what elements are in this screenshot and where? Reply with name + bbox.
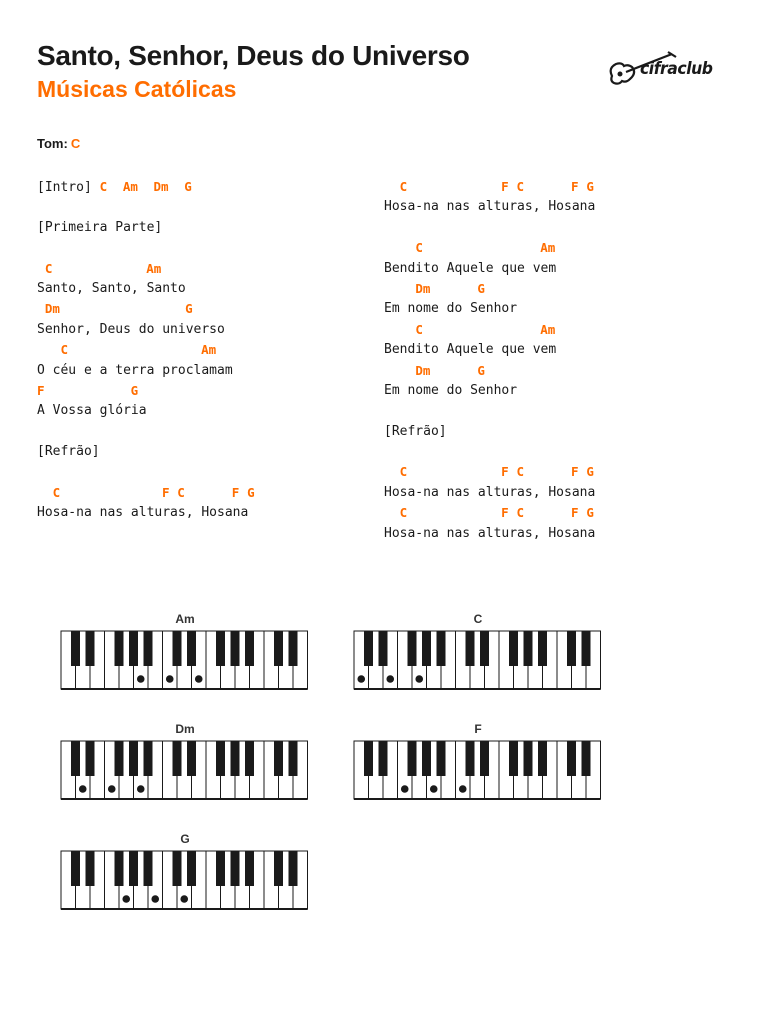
chord-symbol[interactable]: F <box>231 484 240 500</box>
black-key <box>408 631 417 666</box>
pressed-key-dot <box>122 895 130 903</box>
chord-symbol[interactable]: C <box>516 179 524 194</box>
black-key <box>245 741 254 776</box>
black-key <box>524 741 533 776</box>
black-key <box>480 741 489 776</box>
chord-symbol[interactable]: Am <box>146 260 162 276</box>
chord-diagram-dm <box>60 722 310 812</box>
black-key <box>245 851 254 886</box>
black-key <box>509 631 518 666</box>
black-key <box>408 741 417 776</box>
chord-symbol[interactable]: C <box>415 240 423 256</box>
chord-symbol[interactable]: G <box>477 280 485 296</box>
chord-diagram-g <box>60 832 310 922</box>
chord-line <box>384 320 595 340</box>
chord-symbol[interactable]: C <box>516 505 524 521</box>
pressed-key-dot <box>430 785 438 793</box>
chord-diagram-name: C <box>473 612 483 626</box>
black-key <box>173 741 182 776</box>
chord-symbol[interactable]: C <box>399 179 408 194</box>
lyric-line: Em nome do Senhor <box>384 382 518 398</box>
lyric-line: Hosa-na nas alturas, Hosana <box>384 525 596 541</box>
black-key <box>173 631 182 666</box>
chord-line <box>384 503 595 523</box>
chord-diagram-name: F <box>474 722 482 736</box>
lyrics-column-right <box>384 177 595 544</box>
keyboard-base <box>354 688 601 690</box>
piano-keyboard <box>60 626 310 690</box>
blank-line <box>384 218 595 238</box>
black-key <box>86 851 95 886</box>
chord-symbol[interactable]: F <box>501 505 509 521</box>
chord-symbol[interactable]: F <box>570 179 579 194</box>
chord-symbol[interactable]: G <box>185 301 193 317</box>
black-key <box>71 851 80 886</box>
chord-symbol[interactable]: G <box>247 484 255 500</box>
chord-symbol[interactable]: F <box>570 464 579 480</box>
section-label: [Intro] C Am Dm G <box>37 179 192 195</box>
song-title: Santo, Senhor, Deus do Universo <box>37 40 470 71</box>
chord-symbol[interactable]: G <box>586 464 594 480</box>
black-key <box>379 631 388 666</box>
cifraclub-logo[interactable] <box>606 48 724 92</box>
chord-line <box>384 279 595 299</box>
chord-line <box>384 238 595 258</box>
pressed-key-dot <box>459 785 467 793</box>
black-key <box>422 741 431 776</box>
chord-symbol[interactable]: C <box>99 179 108 194</box>
black-key <box>173 851 182 886</box>
keyboard-base <box>61 908 308 910</box>
chord-line <box>384 462 595 482</box>
chord-symbol[interactable]: Am <box>122 179 138 194</box>
pressed-key-dot <box>180 895 188 903</box>
black-key <box>364 631 373 666</box>
black-key <box>86 631 95 666</box>
chord-diagram-name: Dm <box>175 722 195 736</box>
black-key <box>466 741 475 776</box>
black-key <box>129 851 138 886</box>
black-key <box>216 741 225 776</box>
piano-keyboard <box>60 846 310 910</box>
black-key <box>231 851 240 886</box>
pressed-key-dot <box>166 675 174 683</box>
black-key <box>231 741 240 776</box>
chord-symbol[interactable]: C <box>52 484 61 500</box>
black-key <box>86 741 95 776</box>
black-key <box>524 631 533 666</box>
lyrics-column-left <box>37 177 255 524</box>
chord-symbol[interactable]: F <box>37 382 45 398</box>
blank-line <box>37 462 255 482</box>
pressed-key-dot <box>79 785 87 793</box>
chord-symbol[interactable]: Am <box>540 321 556 337</box>
black-key <box>466 631 475 666</box>
black-key <box>538 741 547 776</box>
keyboard-base <box>354 798 601 800</box>
pressed-key-dot <box>137 785 145 793</box>
chord-symbol[interactable]: Dm <box>415 362 431 378</box>
key-label: Tom: <box>37 136 68 151</box>
lyric-line: Em nome do Senhor <box>384 301 518 317</box>
chord-line <box>37 483 255 503</box>
pressed-key-dot <box>137 675 145 683</box>
blank-line <box>37 238 255 258</box>
pressed-key-dot <box>386 675 394 683</box>
black-key <box>231 631 240 666</box>
black-key <box>245 631 254 666</box>
lyric-line: Santo, Santo, Santo <box>37 280 186 296</box>
chord-diagram-f <box>353 722 603 812</box>
chord-symbol[interactable]: Dm <box>44 301 60 317</box>
chord-symbol[interactable]: G <box>184 179 192 194</box>
black-key <box>129 631 138 666</box>
chord-symbol[interactable]: Dm <box>415 280 431 296</box>
pressed-key-dot <box>151 895 159 903</box>
piano-keyboard <box>60 736 310 800</box>
section-label: [Primeira Parte] <box>37 219 163 235</box>
black-key <box>364 741 373 776</box>
chord-symbol[interactable]: C <box>177 484 185 500</box>
chord-diagram-name: Am <box>175 612 195 626</box>
chord-line <box>37 340 255 360</box>
black-key <box>129 741 138 776</box>
chord-line <box>384 177 595 197</box>
chord-diagram-name: G <box>180 832 190 846</box>
keyboard-base <box>61 798 308 800</box>
black-key <box>289 851 298 886</box>
black-key <box>144 851 153 886</box>
piano-keyboard <box>353 736 603 800</box>
black-key <box>289 741 298 776</box>
black-key <box>187 851 196 886</box>
black-key <box>582 631 591 666</box>
chord-symbol[interactable]: F <box>501 464 509 480</box>
pressed-key-dot <box>195 675 203 683</box>
chord-symbol[interactable]: F <box>501 179 509 194</box>
black-key <box>71 741 80 776</box>
song-key <box>37 136 80 151</box>
chord-diagram-c <box>353 612 603 702</box>
black-key <box>71 631 80 666</box>
chord-symbol[interactable]: C <box>60 342 69 358</box>
black-key <box>422 631 431 666</box>
black-key <box>216 631 225 666</box>
pressed-key-dot <box>415 675 423 683</box>
black-key <box>115 851 124 886</box>
chord-symbol[interactable]: Am <box>540 240 556 256</box>
black-key <box>379 741 388 776</box>
black-key <box>509 741 518 776</box>
black-key <box>144 631 153 666</box>
black-key <box>567 741 576 776</box>
keyboard-base <box>61 688 308 690</box>
blank-line <box>384 442 595 462</box>
chord-symbol[interactable]: F <box>161 484 170 500</box>
chord-line <box>37 381 255 401</box>
black-key <box>437 741 446 776</box>
black-key <box>274 741 283 776</box>
logo-text: cifraclub <box>640 59 713 79</box>
black-key <box>582 741 591 776</box>
chord-symbol[interactable]: G <box>477 362 485 378</box>
black-key <box>538 631 547 666</box>
black-key <box>437 631 446 666</box>
piano-keyboard <box>353 626 603 690</box>
pressed-key-dot <box>108 785 116 793</box>
chord-symbol[interactable]: G <box>586 179 594 194</box>
lyric-line: Bendito Aquele que vem <box>384 260 557 276</box>
chord-symbol[interactable]: F <box>570 505 579 521</box>
chord-symbol[interactable]: Dm <box>153 179 169 194</box>
lyric-line: Hosa-na nas alturas, Hosana <box>384 199 596 215</box>
black-key <box>567 631 576 666</box>
pressed-key-dot <box>357 675 365 683</box>
black-key <box>289 631 298 666</box>
black-key <box>115 741 124 776</box>
lyric-line: O céu e a terra proclamam <box>37 362 233 378</box>
section-label: [Refrão] <box>37 444 100 460</box>
black-key <box>274 851 283 886</box>
lyric-line: Senhor, Deus do universo <box>37 321 225 337</box>
black-key <box>115 631 124 666</box>
section-label: [Refrão] <box>384 423 447 439</box>
lyric-line: Hosa-na nas alturas, Hosana <box>384 484 596 500</box>
chord-line <box>384 361 595 381</box>
artist-name[interactable]: Músicas Católicas <box>37 76 237 102</box>
lyric-line: A Vossa glória <box>37 403 147 419</box>
chord-symbol[interactable]: C <box>44 260 53 276</box>
chord-symbol[interactable]: Am <box>201 342 217 358</box>
chord-symbol[interactable]: C <box>516 464 524 480</box>
chord-symbol[interactable]: C <box>399 464 408 480</box>
chord-symbol[interactable]: C <box>415 321 423 337</box>
blank-line <box>384 401 595 421</box>
chord-line <box>37 299 255 319</box>
black-key <box>216 851 225 886</box>
blank-line <box>37 197 255 217</box>
lyric-line: Hosa-na nas alturas, Hosana <box>37 505 249 521</box>
chord-diagram-am <box>60 612 310 702</box>
black-key <box>480 631 489 666</box>
lyric-line: Bendito Aquele que vem <box>384 342 557 358</box>
pressed-key-dot <box>401 785 409 793</box>
black-key <box>187 631 196 666</box>
key-value[interactable]: C <box>70 136 81 151</box>
black-key <box>144 741 153 776</box>
chord-symbol[interactable]: G <box>130 382 139 398</box>
black-key <box>187 741 196 776</box>
chord-line <box>37 259 255 279</box>
chord-symbol[interactable]: C <box>399 505 408 521</box>
blank-line <box>37 422 255 442</box>
chord-symbol[interactable]: G <box>586 505 594 521</box>
black-key <box>274 631 283 666</box>
